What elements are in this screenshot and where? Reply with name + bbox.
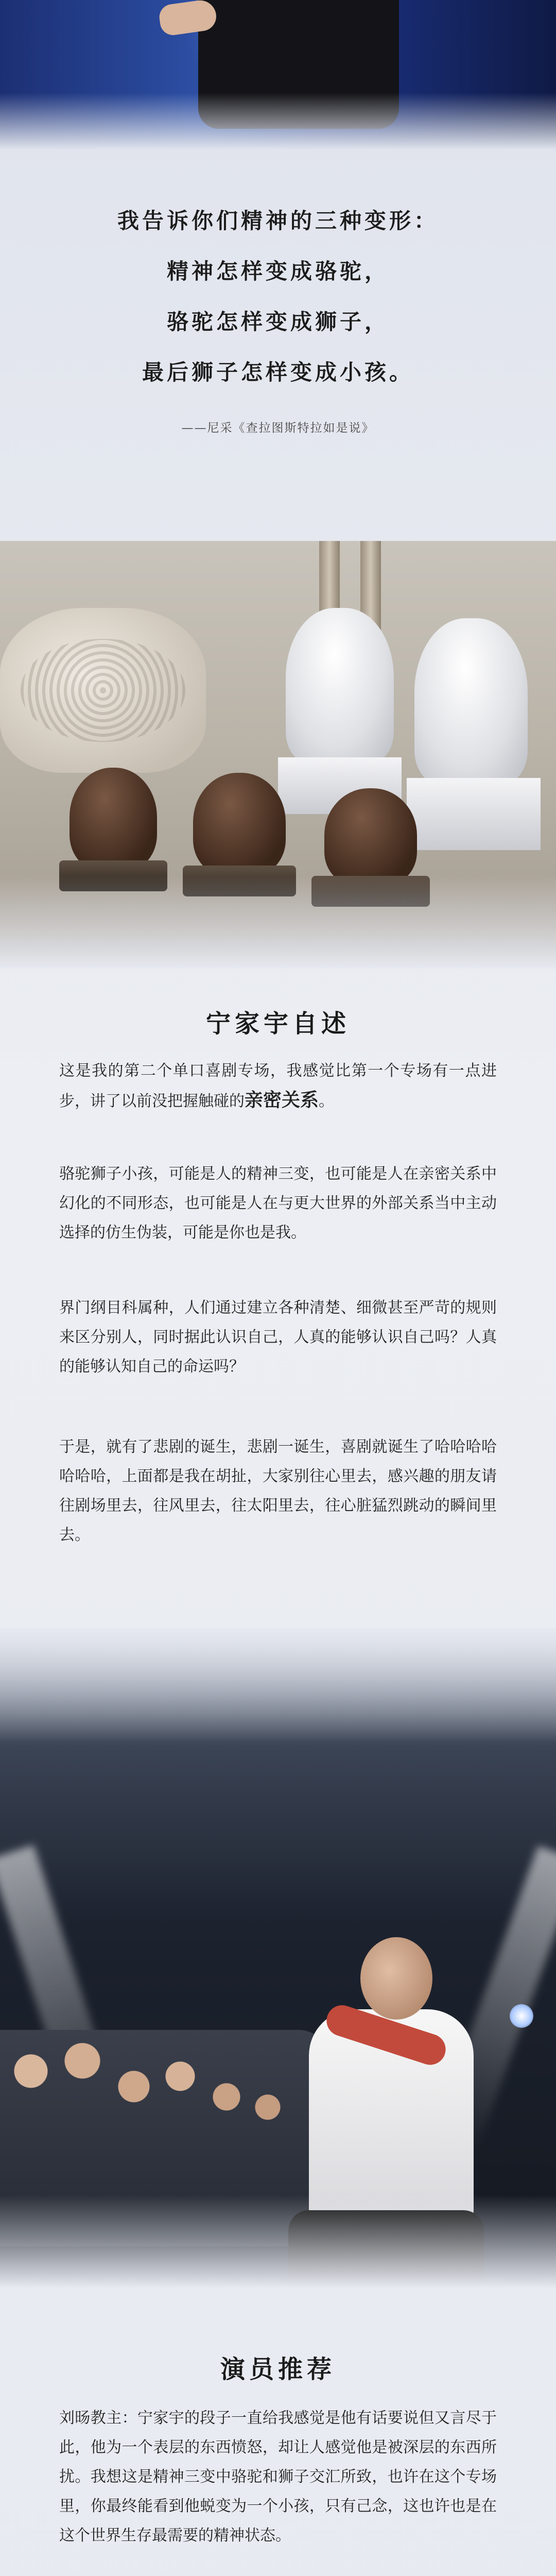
statues-photo [0,541,556,969]
hero-photo [0,0,556,149]
self-intro-p1-emphasis: 亲密关系 [245,1090,319,1111]
self-intro-paragraph-1 [59,1056,497,1116]
quote-source: ——尼采《查拉图斯特拉如是说》 [181,421,375,435]
stone-lion [414,618,528,783]
quote-line-1: 我告诉你们精神的三种变形： [117,208,439,233]
self-intro-p1-end: 。 [319,1092,335,1110]
statues-photo-fade [0,876,556,969]
lion-pedestal [407,778,541,850]
monk-figurine [324,788,417,886]
performer-photo-fade-top [0,1628,556,1741]
self-intro-paragraph-2: 骆驼狮子小孩，可能是人的精神三变，也可能是人在亲密关系中幻化的不同形态，也可能是人在与更大世界的外部关系当中主动选择的仿生伪装，可能是你也是我。 [59,1165,497,1242]
self-intro-paragraph-3: 界门纲目科属种，人们通过建立各种清楚、细微甚至严苛的规则来区分别人，同时据此认识自己，人真的能够认识自己吗？人真的能够认知自己的命运吗？ [59,1299,497,1376]
monk-figurine [193,773,286,876]
hero-fade [0,93,556,149]
stone-lion [286,608,394,762]
quote-line-4: 最后狮子怎样变成小孩。 [142,360,414,385]
section-title-recommend: 演员推荐 [220,2355,336,2384]
vase-carving [21,639,185,742]
quote-line-3: 骆驼怎样变成狮子， [166,309,389,334]
performer-photo-fade-bottom [0,2195,556,2287]
monk-figurine [70,768,157,871]
performer-head [360,1937,432,2020]
quote-block [0,196,556,435]
self-intro-paragraph-4: 于是，就有了悲剧的诞生，悲剧一诞生，喜剧就诞生了哈哈哈哈哈哈哈，上面都是我在胡扯，大家别往心里去，感兴趣的朋友请往剧场里去，往风里去，往太阳里去，往心脏猛烈跳动的瞬间里去。 [59,1438,497,1544]
recommend-paragraph-1: 刘旸教主：宁家宇的段子一直给我感觉是他有话要说但又言尽于此，他为一个表层的东西愤怒，却让人感觉他是被深层的东西所扰。我想这是精神三变中骆驼和狮子交汇所致，也许在这个专场里，你最终能看到他蜕变为一个小孩，只有己念，这也许也是在这个世界生存最需要的精神状态。 [59,2409,497,2545]
quote-line-2: 精神怎样变成骆驼， [166,259,389,284]
self-intro-p1-text: 这是我的第二个单口喜剧专场，我感觉比第一个专场有一点进步，讲了以前没把握触碰的 [59,1062,497,1110]
stage-light [510,2004,533,2028]
section-title-self-intro: 宁家宇自述 [205,1009,350,1038]
performer-photo [0,1628,556,2287]
